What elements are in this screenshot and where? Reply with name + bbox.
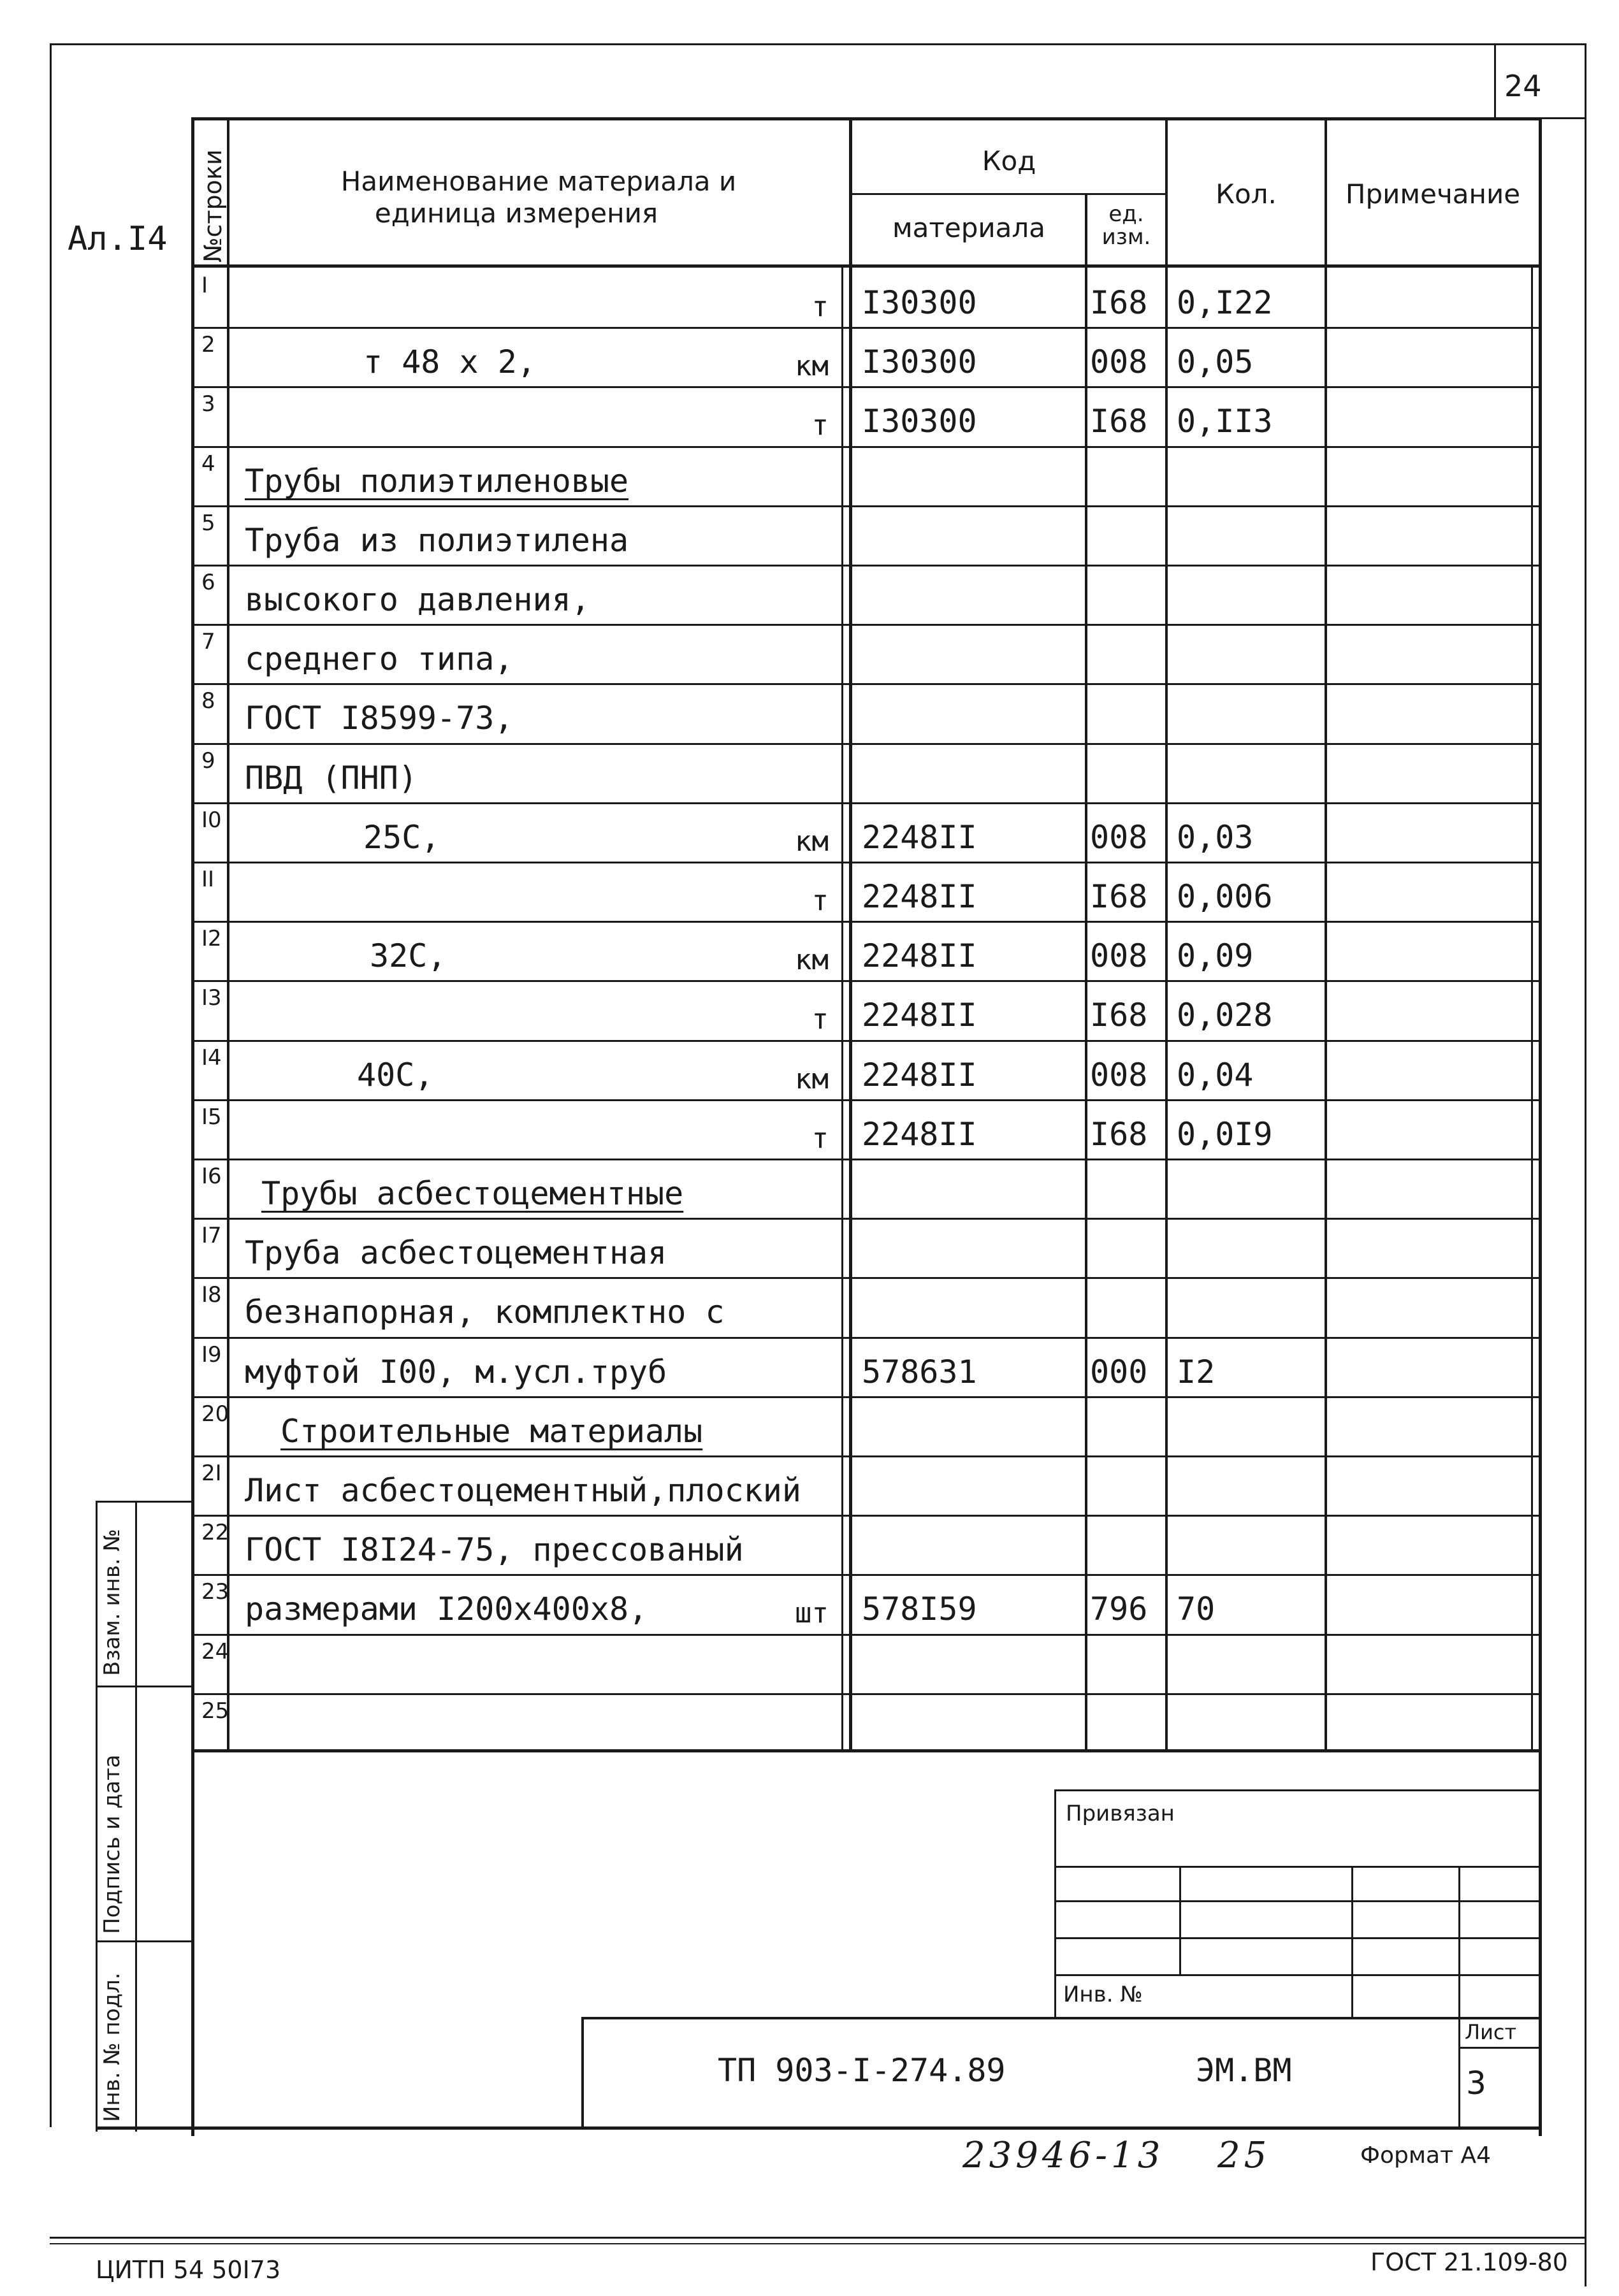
doc-code: ТП 903-I-274.89 xyxy=(718,2052,1006,2089)
code-sub-line xyxy=(849,193,1165,195)
sheet-label: Лист xyxy=(1465,2020,1517,2044)
row-name: безнапорная, комплектно с xyxy=(245,1294,725,1331)
row-name: Труба из полиэтилена xyxy=(245,522,629,559)
frame-bottom xyxy=(50,2237,1586,2239)
page-number: 24 xyxy=(1504,69,1542,103)
row-number: 2 xyxy=(201,332,215,357)
col-line-note xyxy=(1325,117,1327,1751)
row-number: I8 xyxy=(201,1282,222,1308)
side-label-inv-orig: Инв. № подл. xyxy=(99,1972,125,2122)
side-stamp-bottom xyxy=(96,2126,1541,2130)
header-name-line2: единица измерения xyxy=(374,198,658,229)
frame-left xyxy=(50,43,52,2127)
row-unit: т xyxy=(811,1003,829,1036)
header-unit-line2: изм. xyxy=(1101,224,1151,250)
stamp-sheet-sep xyxy=(1458,2047,1541,2049)
sheet-number: 3 xyxy=(1466,2065,1486,2102)
row-unit: шт xyxy=(795,1597,829,1629)
header-qty: Кол. xyxy=(1216,178,1277,210)
row-name: Строительные материалы xyxy=(280,1413,703,1450)
footer-rule xyxy=(50,2243,1586,2244)
row-separator xyxy=(191,565,1541,567)
row-unit: т xyxy=(811,291,829,323)
row-material-code: 2248II xyxy=(862,1057,977,1094)
row-quantity: 0,II3 xyxy=(1177,403,1273,440)
row-unit-code: 796 xyxy=(1090,1591,1148,1628)
side-stamp-top xyxy=(96,1501,192,1503)
row-quantity: 0,I22 xyxy=(1177,284,1273,321)
stamp-v2 xyxy=(1351,1866,1353,2019)
row-name: ПВД (ПНП) xyxy=(245,760,417,797)
row-unit: т xyxy=(811,1122,829,1155)
page-box-left xyxy=(1494,43,1496,119)
side-stamp-outer xyxy=(96,1501,98,2132)
header-unit-line1: ед. xyxy=(1108,201,1144,227)
row-quantity: 0,0I9 xyxy=(1177,1116,1273,1153)
row-material-code: 2248II xyxy=(862,1116,977,1153)
handwritten-number: 23946-13 xyxy=(962,2135,1165,2176)
row-unit: км xyxy=(795,944,829,976)
row-number: 3 xyxy=(201,391,215,417)
row-name: ГОСТ I8599-73, xyxy=(245,700,514,737)
row-number: 4 xyxy=(201,451,215,477)
appendix-label: Ал.I4 xyxy=(68,220,168,258)
stamp-bound-top xyxy=(1054,1789,1541,1791)
header-row-number: №строки xyxy=(199,149,227,263)
row-quantity: 0,028 xyxy=(1177,997,1273,1034)
inner-box-left xyxy=(841,268,843,1751)
stamp-bound-left xyxy=(1054,1789,1056,2019)
row-quantity: 0,05 xyxy=(1177,343,1254,380)
row-number: 7 xyxy=(201,629,215,654)
row-separator xyxy=(191,1040,1541,1042)
row-number: 2I xyxy=(201,1461,222,1486)
row-quantity: 0,03 xyxy=(1177,819,1254,856)
row-name: размерами I200x400x8, xyxy=(245,1591,648,1628)
frame-right xyxy=(1585,43,1586,2286)
row-number: I7 xyxy=(201,1223,222,1248)
row-number: I2 xyxy=(201,926,222,951)
row-name: Лист асбестоцементный,плоский xyxy=(245,1472,801,1509)
row-number: 5 xyxy=(201,510,215,536)
row-quantity: I2 xyxy=(1177,1354,1216,1390)
frame-top xyxy=(50,43,1586,45)
row-number: I xyxy=(201,273,208,298)
row-separator xyxy=(191,1574,1541,1576)
row-unit-code: I68 xyxy=(1090,284,1148,321)
row-separator xyxy=(191,1634,1541,1636)
row-unit: км xyxy=(795,825,829,858)
row-material-code: I30300 xyxy=(862,284,977,321)
row-separator xyxy=(191,1277,1541,1279)
table-right xyxy=(1539,117,1542,2136)
stamp-h1 xyxy=(1054,1866,1541,1868)
row-number: I5 xyxy=(201,1104,222,1130)
row-material-code: I30300 xyxy=(862,403,977,440)
row-name: Труба асбестоцементная xyxy=(245,1234,667,1271)
table-rows-bottom xyxy=(191,1749,1541,1752)
row-number: 9 xyxy=(201,748,215,774)
row-number: 8 xyxy=(201,688,215,714)
format-label: Формат А4 xyxy=(1360,2142,1492,2169)
header-note: Примечание xyxy=(1345,178,1521,210)
side-label-sign: Подпись и дата xyxy=(99,1754,125,1934)
row-separator xyxy=(191,1099,1541,1101)
row-number: 25 xyxy=(201,1698,229,1724)
row-separator xyxy=(191,327,1541,329)
row-separator xyxy=(191,1515,1541,1517)
side-stamp-inner xyxy=(135,1501,137,2132)
col-line-code xyxy=(849,117,852,1751)
side-label-vzam: Взам. инв. № xyxy=(99,1529,125,1676)
row-unit-code: 008 xyxy=(1090,343,1148,380)
row-separator xyxy=(191,1337,1541,1339)
row-quantity: 0,04 xyxy=(1177,1057,1254,1094)
row-material-code: 2248II xyxy=(862,937,977,974)
row-material-code: 578631 xyxy=(862,1354,977,1390)
row-unit-code: 008 xyxy=(1090,1057,1148,1094)
row-unit-code: I68 xyxy=(1090,997,1148,1034)
row-material-code: I30300 xyxy=(862,343,977,380)
row-unit-code: 008 xyxy=(1090,819,1148,856)
row-name: 25С, xyxy=(363,819,440,856)
bound-label: Привязан xyxy=(1066,1801,1175,1826)
row-number: 22 xyxy=(201,1520,229,1545)
row-separator xyxy=(191,624,1541,626)
row-unit-code: I68 xyxy=(1090,1116,1148,1153)
row-name: 40С, xyxy=(357,1057,434,1094)
row-quantity: 70 xyxy=(1177,1591,1216,1628)
row-separator xyxy=(191,683,1541,685)
row-name: 32С, xyxy=(370,937,447,974)
row-separator xyxy=(191,1455,1541,1457)
row-name: муфтой I00, м.усл.труб xyxy=(245,1354,667,1390)
row-name: т 48 x 2, xyxy=(363,343,536,380)
footer-left: ЦИТП 54 50I73 xyxy=(96,2256,281,2284)
row-quantity: 0,09 xyxy=(1177,937,1254,974)
row-number: I6 xyxy=(201,1164,222,1189)
row-quantity: 0,006 xyxy=(1177,878,1273,915)
header-material: материала xyxy=(892,212,1045,243)
row-name: Трубы асбестоцементные xyxy=(261,1175,684,1212)
stamp-title-top xyxy=(581,2017,1541,2019)
row-number: 24 xyxy=(201,1639,229,1664)
footer-right: ГОСТ 21.109-80 xyxy=(1370,2248,1568,2276)
row-number: I9 xyxy=(201,1342,222,1368)
row-number: 6 xyxy=(201,570,215,595)
row-number: I0 xyxy=(201,807,222,833)
row-number: 20 xyxy=(201,1401,229,1427)
stamp-v3 xyxy=(1458,1866,1460,2128)
row-name: ГОСТ I8I24-75, прессованый xyxy=(245,1531,744,1568)
stamp-v1 xyxy=(1179,1866,1181,1975)
row-separator xyxy=(191,446,1541,448)
row-separator xyxy=(191,505,1541,507)
row-separator xyxy=(191,921,1541,923)
row-separator xyxy=(191,1693,1541,1695)
row-material-code: 2248II xyxy=(862,997,977,1034)
row-separator xyxy=(191,802,1541,804)
row-number: 23 xyxy=(201,1579,229,1605)
row-separator xyxy=(191,1159,1541,1160)
col-line-rownum xyxy=(227,117,229,1751)
row-number: I3 xyxy=(201,985,222,1011)
header-bottom xyxy=(191,264,1541,268)
row-unit-code: I68 xyxy=(1090,403,1148,440)
row-material-code: 2248II xyxy=(862,878,977,915)
row-separator xyxy=(191,1396,1541,1398)
inner-box-right xyxy=(1531,268,1533,1751)
row-unit: км xyxy=(795,350,829,382)
row-number: I4 xyxy=(201,1045,222,1071)
stamp-h4 xyxy=(1054,1974,1541,1976)
row-unit-code: 000 xyxy=(1090,1354,1148,1390)
stamp-title-left xyxy=(581,2017,584,2129)
row-unit: км xyxy=(795,1063,829,1095)
row-name: высокого давления, xyxy=(245,581,590,618)
row-separator xyxy=(191,862,1541,863)
row-name: среднего типа, xyxy=(245,640,514,677)
handwritten-page: 25 xyxy=(1217,2135,1271,2176)
row-material-code: 578I59 xyxy=(862,1591,977,1628)
row-material-code: 2248II xyxy=(862,819,977,856)
doc-mark: ЭМ.ВМ xyxy=(1196,2052,1292,2089)
row-separator xyxy=(191,386,1541,388)
table-top xyxy=(191,117,1541,120)
inv-label: Инв. № xyxy=(1063,1982,1143,2007)
row-unit: т xyxy=(811,409,829,442)
table-left xyxy=(191,117,194,2136)
row-unit-code: 008 xyxy=(1090,937,1148,974)
row-separator xyxy=(191,1218,1541,1220)
col-line-unitcode xyxy=(1085,194,1087,1751)
stamp-h2 xyxy=(1054,1900,1541,1902)
row-name: Трубы полиэтиленовые xyxy=(245,463,629,500)
header-name-line1: Наименование материала и xyxy=(340,166,737,197)
row-unit-code: I68 xyxy=(1090,878,1148,915)
stamp-h3 xyxy=(1054,1937,1541,1939)
row-separator xyxy=(191,980,1541,982)
row-number: II xyxy=(201,867,215,892)
row-separator xyxy=(191,743,1541,745)
col-line-qty xyxy=(1165,117,1168,1751)
row-unit: т xyxy=(811,884,829,917)
header-code: Код xyxy=(982,145,1036,177)
